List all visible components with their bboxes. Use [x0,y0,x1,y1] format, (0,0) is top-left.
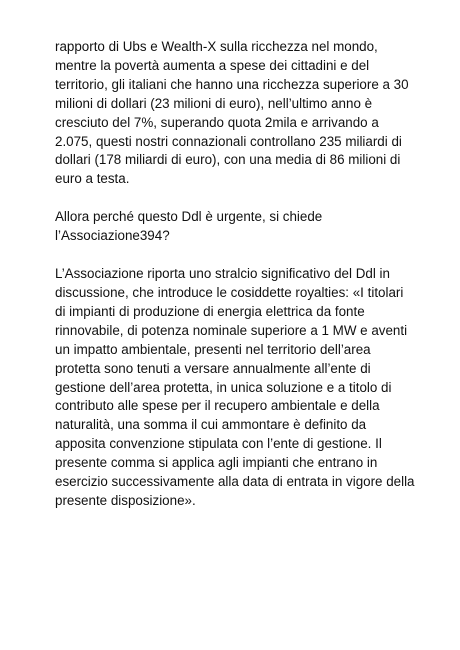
paragraph-question: Allora perché questo Ddl è urgente, si chiede l’Associazione394? [55,209,323,244]
paragraph-royalties: L’Associazione riporta uno stralcio significativo del Ddl in discussione, che introduce le cosiddette royalties: «I titolari di impianti di produzione di energia elettrica da fonte rinnovabile, di potenza nominale superiore a 1 MW e aventi un impatto ambientale, presenti nel territorio dell’area protetta sono tenuti a versare annualmente all’ente di gestione dell’area protetta, in unica soluzione e a titolo di contributo alle spese per il recupero ambientale e della naturalità, una somma il cui ammontare è definito da apposita convenzione stipulata con l’ente di gestione. Il presente comma si applica agli impianti che entrano in esercizio successivamente alla data di entrata in vigore della presente disposizione». [55,266,415,508]
paragraph-wealth-report: rapporto di Ubs e Wealth-X sulla ricchezza nel mondo, mentre la povertà aumenta a spese dei cittadini e del territorio, gli italiani che hanno una ricchezza superiore a 30 milioni di dollari (23 milioni di euro), nell’ultimo anno è cresciuto del 7%, superando quota 2mila e arrivando a 2.075, questi nostri connazionali controllano 235 miliardi di dollari (178 miliardi di euro), con una media di 86 milioni di euro a testa. [55,39,409,187]
document-body [55,38,415,530]
